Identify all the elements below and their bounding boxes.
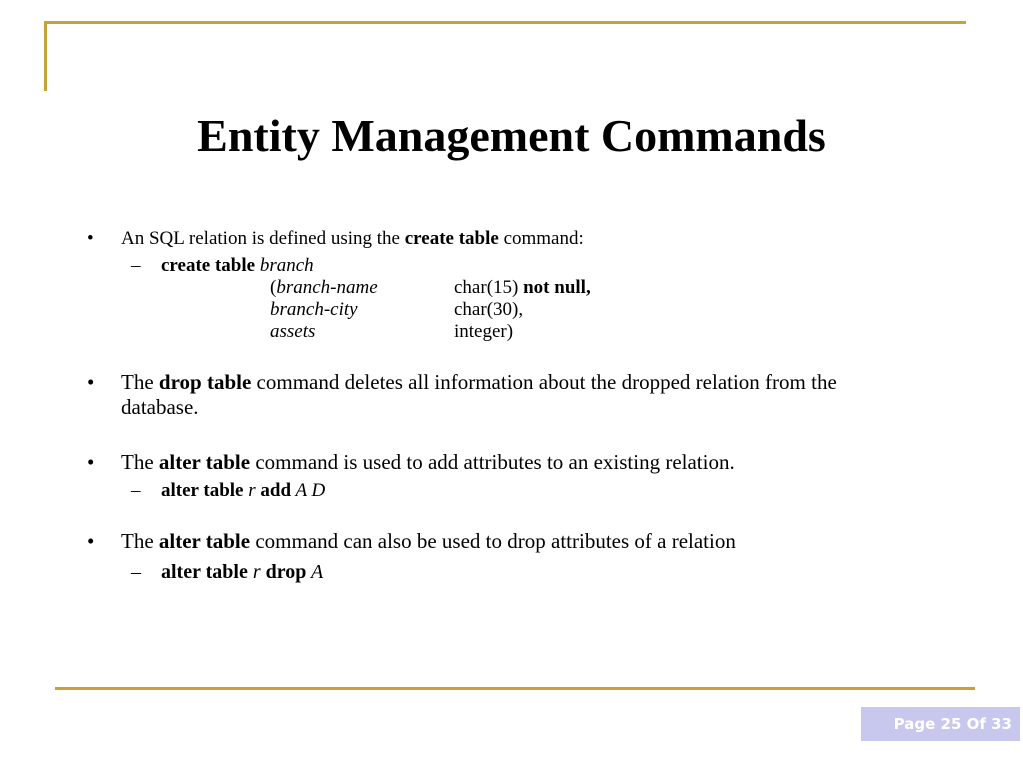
slide-title: Entity Management Commands: [197, 110, 826, 161]
alter-add-line: alter table r add A D: [161, 480, 326, 501]
attr-type-3: integer): [454, 321, 514, 342]
bullet-4-text: The alter table command can also be used to drop attributes of a relation: [121, 529, 736, 553]
bullet-2-line-2: database.: [121, 395, 199, 419]
bullet-marker: •: [87, 450, 95, 474]
sub-bullet-dash: –: [131, 561, 141, 583]
attr-type-2: char(30),: [454, 299, 524, 320]
bullet-marker: •: [87, 228, 94, 249]
bullet-3-text: The alter table command is used to add attributes to an existing relation.: [121, 450, 735, 474]
bullet-marker: •: [87, 529, 95, 553]
page-indicator-badge: [861, 707, 1020, 741]
page-indicator-label: Page 25 Of 33: [893, 715, 1012, 733]
bottom-horizontal-rule: [55, 687, 975, 690]
top-horizontal-rule: [44, 21, 966, 24]
bullet-marker: •: [87, 370, 95, 394]
create-table-line: create table branch: [161, 255, 314, 276]
attr-name-3: assets: [270, 321, 316, 342]
top-left-vertical-rule: [44, 21, 47, 91]
attr-name-2: branch-city: [270, 299, 358, 320]
alter-drop-line: alter table r drop A: [161, 561, 324, 583]
attr-type-1: char(15) not null,: [454, 277, 591, 298]
sub-bullet-dash: –: [131, 255, 141, 276]
bullet-1-text: An SQL relation is defined using the create table command:: [121, 228, 584, 249]
attr-name-1: (branch-name: [270, 277, 378, 298]
sub-bullet-dash: –: [131, 480, 141, 501]
bullet-2-line-1: The drop table command deletes all information about the dropped relation from the: [121, 370, 837, 394]
